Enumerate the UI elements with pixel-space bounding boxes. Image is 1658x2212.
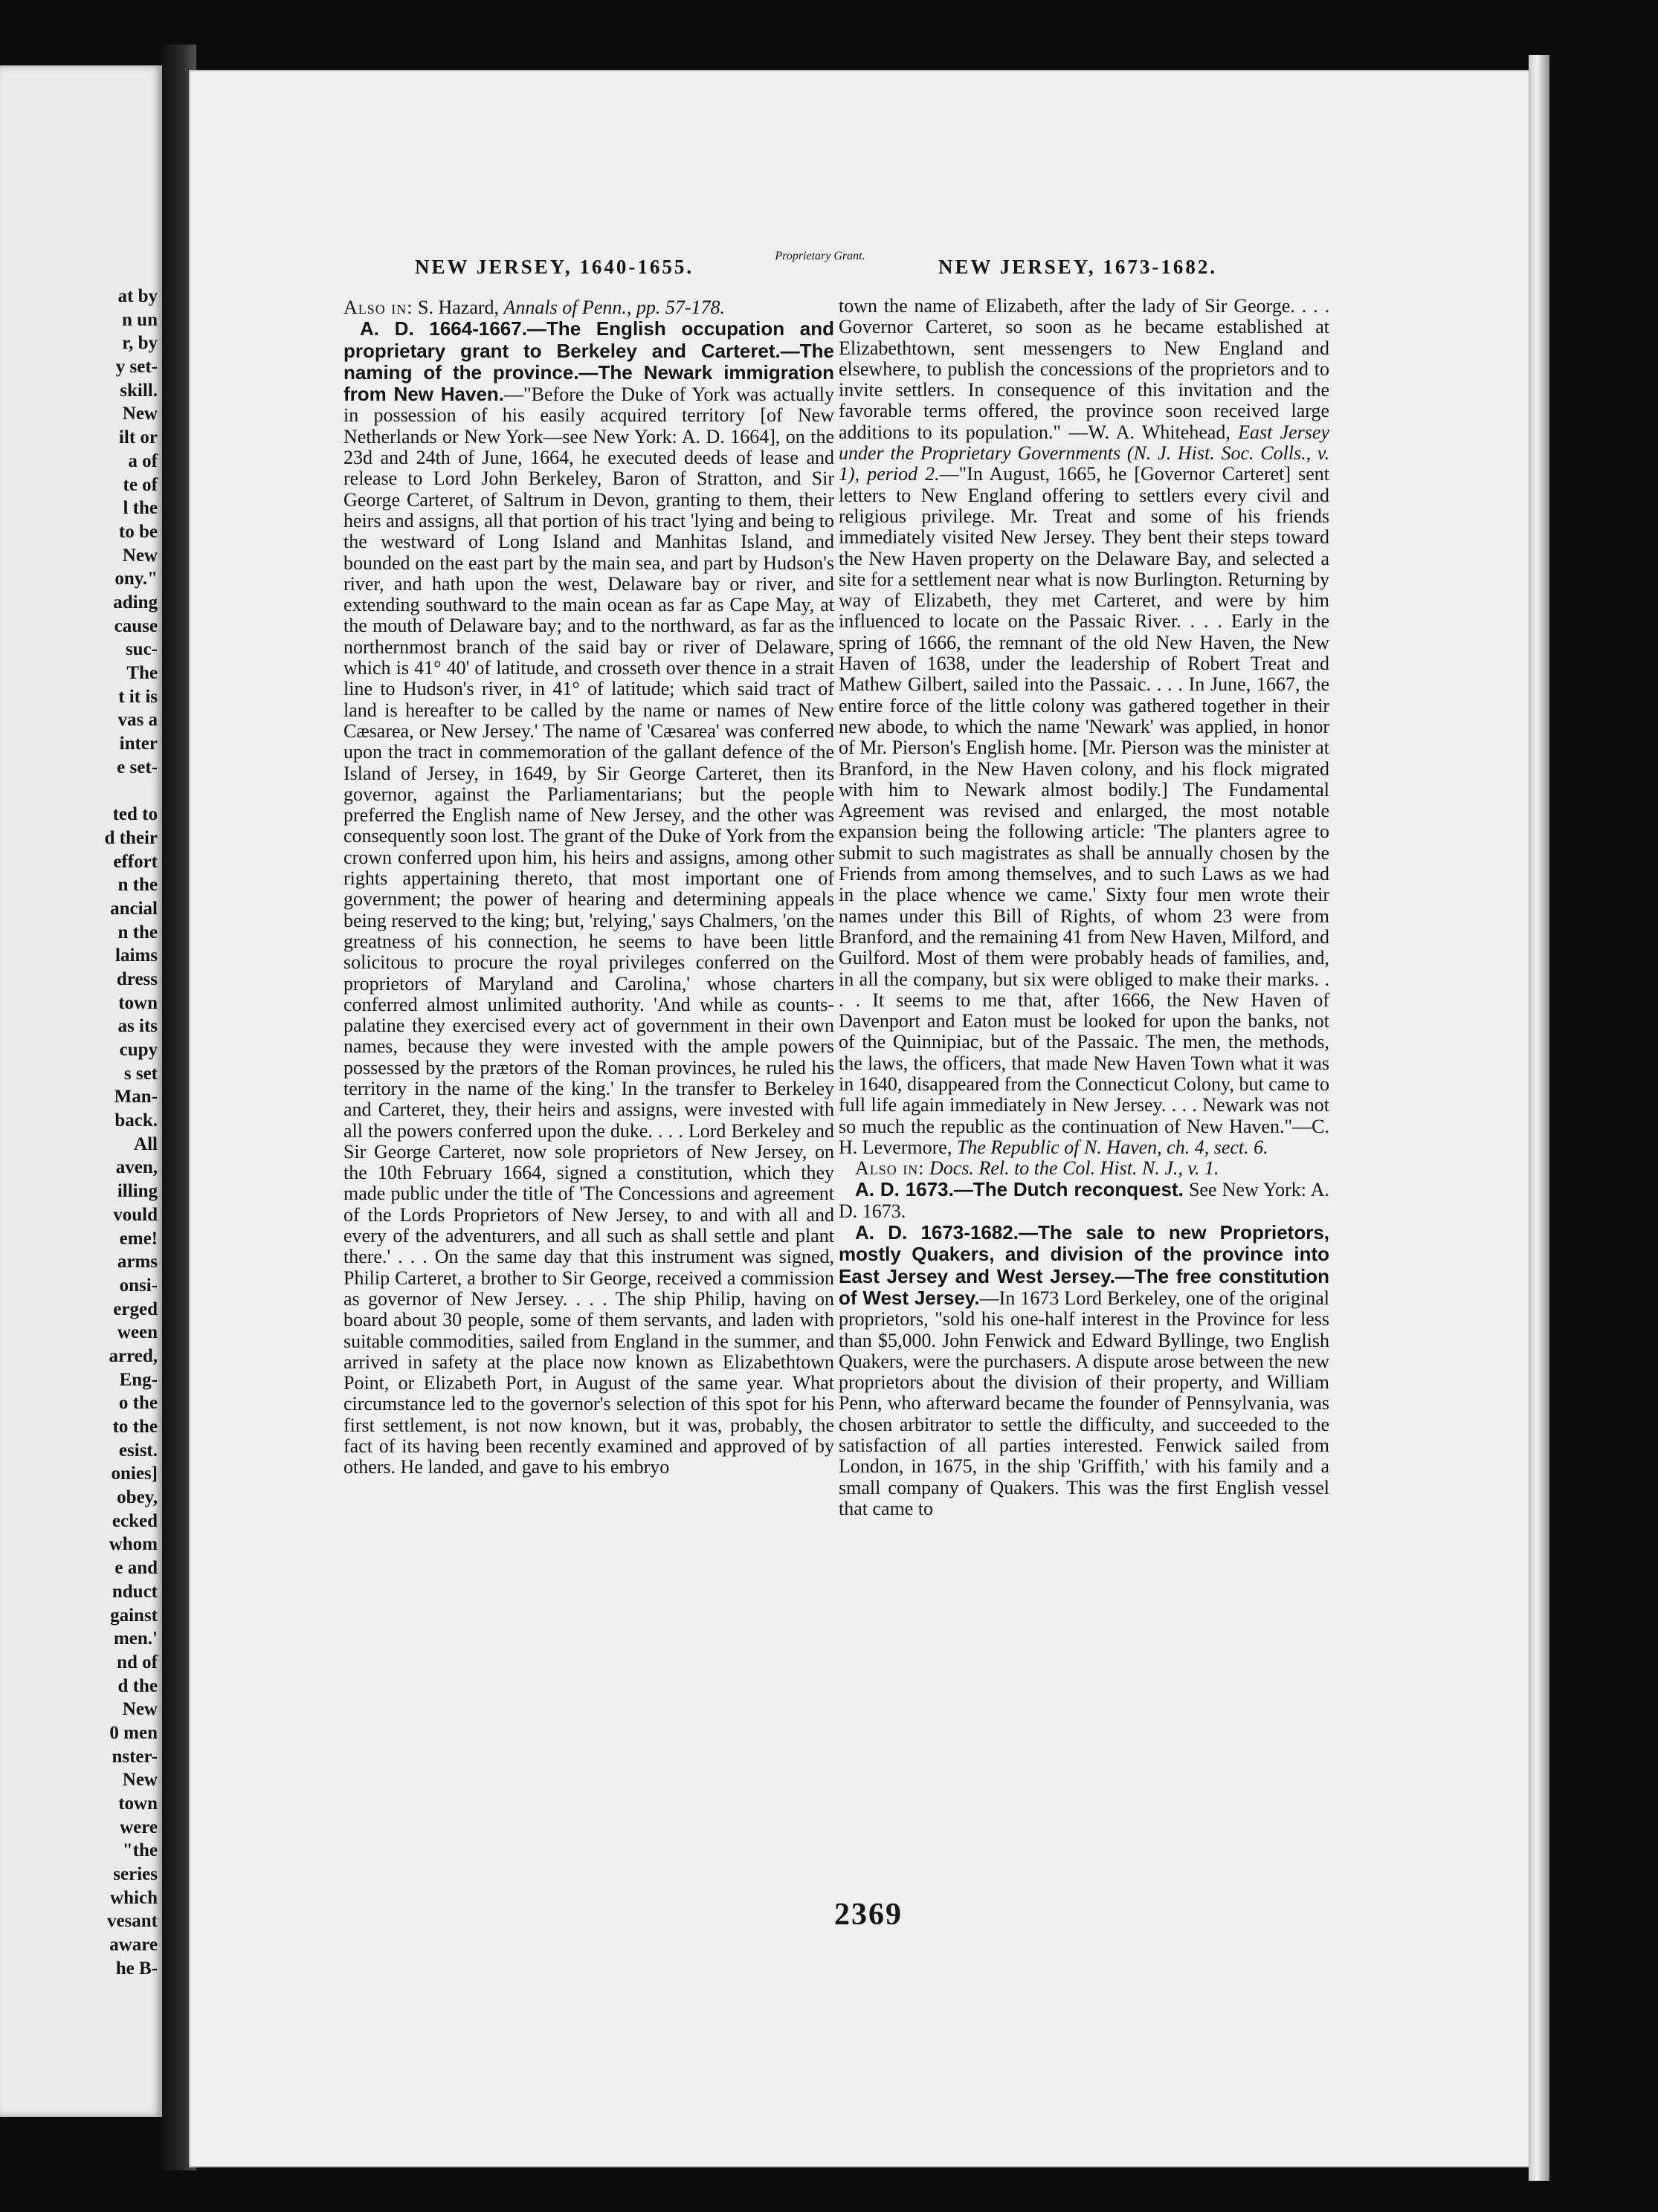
left-page-fragment: gainst: [110, 1605, 158, 1626]
entry-body: —In 1673 Lord Berkeley, one of the original proprietors, "sold his one-half interest in the Province for less than $5,000. John Fenwick and Edward Byllinge, two English Quakers, were the purchasers. A dispute arose between the new proprietors about the division of their property, and William Penn, who afterward became the founder of Pennsylvania, was chosen arbitrator to settle the difficulty, and succeeded to the satisfaction of all parties interested. Fenwick sailed from London, in 1675, in the ship 'Griffith,' with his family and a small company of Quakers. This was the first English vessel that came to: [839, 1287, 1329, 1519]
left-page-fragment: a of: [128, 450, 158, 471]
left-page-fragment: New: [122, 1699, 158, 1720]
continuation-text-2: —"In August, 1665, he [Governor Carteret] sent letters to New England offering to settlers every civil and religious privilege. Mr. Treat and some of his friends immediately visited New Jersey. They bent their steps toward the New Haven property on the Delaware Bay, and selected a site for a settlement near what is now Burlington. Returning by way of Elizabeth, they met Carteret, and were by him influenced to locate on the Passaic River. . . . Early in the spring of 1666, the remnant of the old New Haven, the New Haven of 1638, under the leadership of Robert Treat and Mathew Gilbert, sailed into the Passaic. . . . In June, 1667, the entire force of the little colony was gathered together in their new abode, to which the name 'Newark' was applied, in honor of Mr. Pierson's English home. [Mr. Pierson was the minister at Branford, in the New Haven colony, and his flock migrated with him to Newark almost bodily.] The Fundamental Agreement was revised and enlarged, the most notable expansion being the following article: 'The planters agree to submit to such magistrates as shall be annually chosen by the Friends from among themselves, and to such Laws as we had in the place whence we came.' Sixty four men wrote their names under this Bill of Rights, of whom 23 were from Branford, and the remaining 41 from New Haven, Milford, and Guilford. Most of them were probably heads of families, and, in all the company, but six were obliged to make their marks. . . . It seems to me that, after 1666, the New Haven of Davenport and Eaton must be looked for upon the banks, not of the Quinnipiac, but of the Passaic. The men, the methods, the laws, the officers, that made New Haven Town what it was in 1640, disappeared from the Connecticut Colony, but came to full life again immediately in New Jersey. . . . Newark was not so much the republic as the continuation of New Haven."—C. H. Levermore,: [839, 463, 1329, 1158]
right-column: [839, 296, 1329, 1519]
also-in-text: Docs. Rel. to the Col. Hist. N. J., v. 1.: [924, 1157, 1219, 1180]
left-page-fragment: town: [118, 992, 158, 1013]
left-page-fragment: onsi-: [119, 1275, 158, 1296]
left-page-fragment: d their: [104, 827, 158, 848]
left-page-fragment: ancial: [110, 898, 158, 919]
left-page-fragment: [0, 779, 158, 803]
left-page-fragment: Man-: [114, 1087, 158, 1107]
page-edge: [1529, 55, 1549, 2181]
left-page-fragment: n un: [122, 309, 158, 330]
left-page-fragment: were: [120, 1817, 158, 1837]
continuation-text: town the name of Elizabeth, after the lady of Sir George. . . . Governor Carteret, so soon as he became established at Elizabethtown, sent messengers to New England and elsewhere, to publish the concessions of the proprietors and to invite settlers. In consequence of this invitation and the favorable terms offered, the province soon received large additions to its population." —W. A. Whitehead,: [839, 295, 1329, 443]
left-page-fragment: laims: [115, 945, 158, 966]
left-page-fragment: New: [122, 545, 158, 566]
left-page-text-fragments: [0, 285, 158, 1981]
left-page-fragment: vesant: [106, 1911, 158, 1932]
left-page-fragment: te of: [123, 474, 158, 495]
left-page-fragment: o the: [118, 1393, 158, 1414]
left-page-fragment: ted to: [112, 804, 158, 825]
left-page-fragment: "the: [122, 1840, 158, 1861]
left-page-fragment: nd of: [117, 1652, 158, 1672]
also-in-text: S. Hazard,: [413, 297, 504, 318]
entry-continuation: [839, 296, 1329, 1158]
left-page-fragment: whom: [109, 1534, 158, 1555]
left-page-fragment: n the: [117, 875, 158, 896]
left-page-fragment: ecked: [112, 1510, 158, 1531]
left-page-fragment: cupy: [119, 1040, 158, 1060]
left-page-fragment: arred,: [109, 1345, 158, 1366]
entry-body: See New York: A. D. 1673.: [839, 1179, 1329, 1222]
left-page-fragment: arms: [117, 1252, 158, 1272]
left-page-fragment: men.': [113, 1629, 158, 1649]
running-head-left: NEW JERSEY, 1640-1655.: [415, 256, 694, 278]
left-page-fragment: aven,: [115, 1157, 158, 1178]
left-page-fragment: as its: [117, 1016, 158, 1037]
left-page-fragment: to the: [112, 1417, 158, 1437]
left-page-fragment: l the: [123, 498, 158, 519]
left-page-fragment: ony.": [114, 569, 158, 589]
left-page-fragment: which: [110, 1887, 158, 1908]
left-page-fragment: y set-: [115, 357, 158, 378]
left-page-fragment: ading: [113, 592, 158, 612]
running-head-right: NEW JERSEY, 1673-1682.: [938, 256, 1218, 278]
left-page-fragment: dress: [116, 968, 158, 989]
left-page-fragment: t it is: [118, 686, 158, 707]
left-page-fragment: vould: [113, 1204, 158, 1225]
left-page-fragment: he B-: [115, 1958, 158, 1979]
left-page-fragment: aware: [109, 1935, 158, 1956]
left-page-fragment: town: [118, 1794, 158, 1814]
left-page-fragment: All: [134, 1134, 158, 1154]
left-page-fragment: back.: [114, 1110, 158, 1131]
entry-heading: A. D. 1664-1667.—The English occupation and proprietary grant to Berkeley and Carteret.—The naming of the province.—The Newark immigration from New Haven.: [343, 317, 834, 406]
left-page-fragment: ilt or: [118, 427, 158, 448]
left-page-fragment: n the: [117, 922, 158, 942]
left-page-fragment: skill.: [120, 380, 158, 401]
page-number: 2369: [834, 1898, 903, 1932]
also-in-work: Annals of Penn., pp. 57-178.: [503, 297, 726, 318]
left-page-fragment: d the: [117, 1675, 158, 1696]
left-page-fragment: r, by: [122, 333, 158, 354]
left-page-fragment: obey,: [117, 1487, 158, 1508]
also-in-note: [343, 297, 834, 318]
entry-body: —"Before the Duke of York was actually in possession of his easily acquired territory [of New Netherlands or New York—see New York: A. D. 1664], on the 23d and 24th of June, 1664, he executed deeds of lease and release to Lord John Berkeley, Baron of Stratton, and Sir George Carteret, of Saltrum in Devon, granting to them, their heirs and assigns, all that portion of his tract 'lying and being to the westward of Long Island and Manhitas Island, and bounded on the east part by the main sea, and part by Hudson's river, and hath upon the west, Delaware bay or river, and extending southward to the main ocean as far as Cape May, at the mouth of Delaware bay; and to the northward, as far as the northernmost branch of the said bay or river of Delaware, which is 41° 40' of latitude, and crosseth over thence in a strait line to Hudson's river, in 41° of latitude; which said tract of land is hereafter to be called by the name or names of New Cæsarea, or New Jersey.' The name of 'Cæsarea' was conferred upon the tract in commemoration of the gallant defence of the Island of Jersey, in 1649, by Sir George Carteret, then its governor, against the Parliamentarians; but the people preferred the English name of New Jersey, and the other was consequently soon lost. The grant of the Duke of York from the crown conferred upon him, his heirs and assigns, among other rights appertaining thereto, that most important one of government; the power of hearing and determining appeals being reserved to the king; but, 'relying,' says Chalmers, 'on the greatness of his connection, he seems to have been little solicitous to procure the royal privileges conferred on the proprietors of Maryland and Carolina,' whose charters conferred almost unlimited authority. 'And while as counts-palatine they exercised every act of government in their own names, because they were invested with the ample powers possessed by the prætors of the Roman provinces, he ruled his territory in the name of the king.' In the transfer to Berkeley and Carteret, they, their heirs and assigns, were invested with all the powers conferred upon the duke. . . . Lord Berkeley and Sir George Carteret, now sole proprietors of New Jersey, on the 10th February 1664, signed a constitution, which they made public under the title of 'The Concessions and agreement of the Lords Proprietors of New Jersey, to and with all and every of the adventurers, and all such as shall settle and plant there.' . . . On the same day that this instrument was signed, Philip Carteret, a brother to Sir George, received a commission as governor of New Jersey. . . . The ship Philip, having on board about 30 people, some of them servants, and laden with suitable commodities, sailed from England in the summer, and arrived in safety at the place now known as Elizabethtown Point, or Elizabeth Port, in August of the same year. What circumstance led to the governor's selection of this spot for his first settlement, is not now known, but it was, probably, the fact of its having been recently examined and approved of by others. He landed, and gave to his embryo: [343, 384, 834, 1478]
citation-levermore: The Republic of N. Haven, ch. 4, sect. 6.: [956, 1136, 1268, 1158]
also-in-label: Also in:: [343, 297, 413, 318]
left-page-fragment: inter: [119, 734, 158, 754]
left-page-fragment: suc-: [125, 639, 158, 660]
entry-1664-1667: [343, 318, 834, 1478]
left-page-fragment: to be: [118, 521, 158, 542]
entry-heading: A. D. 1673-1682.—The sale to new Proprietors, mostly Quakers, and division of the province into East Jersey and West Jersey.—The free constitution of West Jersey.: [839, 1221, 1329, 1309]
left-page-fragment: esist.: [118, 1440, 158, 1461]
left-page-fragment: The: [126, 663, 158, 683]
left-page-fragment: at by: [117, 286, 158, 306]
also-in-label: Also in:: [855, 1157, 925, 1180]
left-page-fragment: e set-: [117, 757, 158, 777]
left-page-fragment: nster-: [112, 1746, 158, 1767]
adjacent-left-page: [0, 65, 162, 2117]
left-column: [343, 297, 834, 1478]
left-page-fragment: onies]: [111, 1464, 158, 1484]
entry-heading: A. D. 1673.—The Dutch reconquest.: [855, 1178, 1184, 1201]
entry-1673: [839, 1179, 1329, 1222]
left-page-fragment: ween: [117, 1322, 158, 1343]
left-page-fragment: e and: [114, 1558, 158, 1579]
left-page-fragment: 0 men: [109, 1722, 158, 1743]
left-page-fragment: eme!: [119, 1228, 158, 1249]
left-page-fragment: series: [113, 1864, 158, 1885]
left-page-fragment: Eng-: [119, 1369, 158, 1390]
left-page-fragment: vas a: [117, 710, 158, 731]
also-in-note: [839, 1158, 1329, 1179]
left-page-fragment: New: [122, 1770, 158, 1791]
citation-whitehead: East Jersey under the Proprietary Governments (N. J. Hist. Soc. Colls., v. 1), period 2.: [839, 421, 1330, 485]
left-page-fragment: erged: [113, 1299, 158, 1319]
left-page-fragment: nduct: [112, 1581, 158, 1602]
left-page-fragment: New: [122, 404, 158, 424]
left-page-fragment: cause: [114, 615, 158, 636]
left-page-fragment: illing: [117, 1181, 158, 1202]
left-page-fragment: s set: [123, 1063, 158, 1084]
running-head-center: Proprietary Grant.: [775, 250, 865, 262]
left-page-fragment: effort: [113, 851, 158, 872]
entry-1673-1682: [839, 1222, 1329, 1519]
